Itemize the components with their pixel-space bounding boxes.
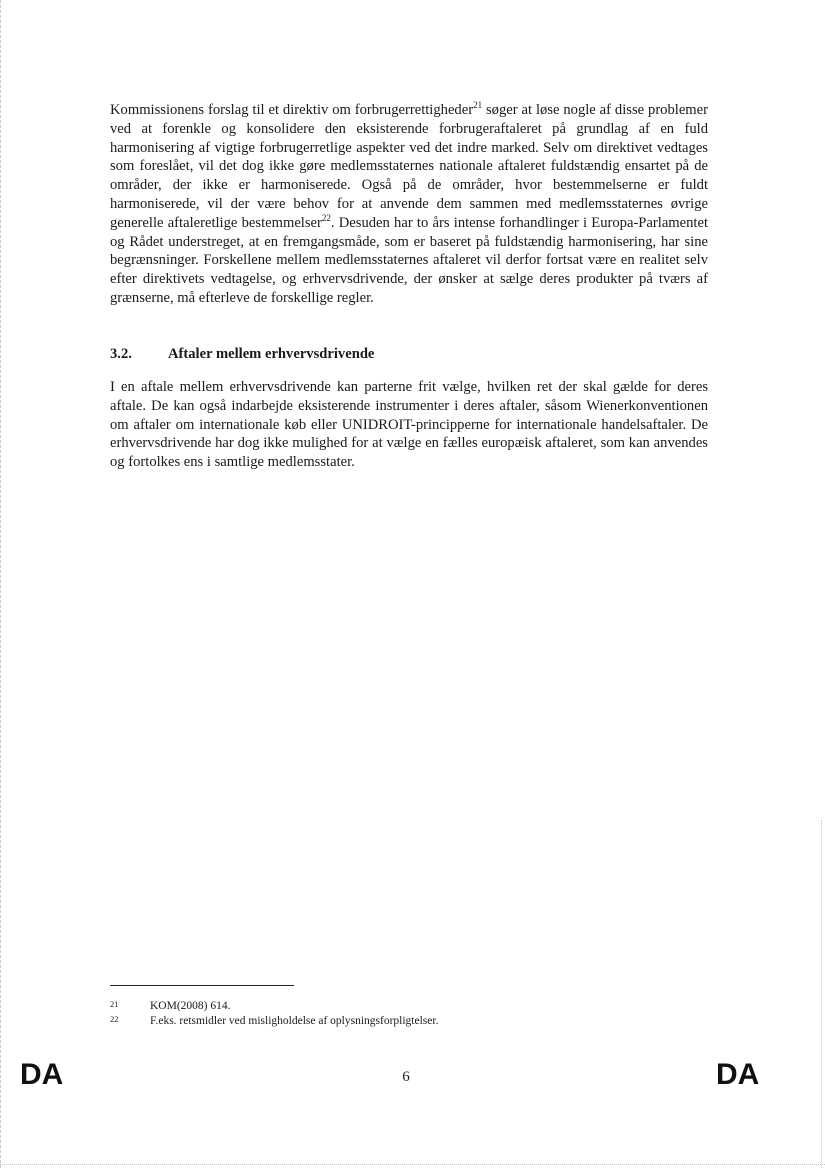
section-heading <box>110 346 374 363</box>
footnote-separator <box>110 985 294 986</box>
section-title: Aftaler mellem erhvervsdrivende <box>168 346 375 362</box>
scan-bottom-edge <box>0 1164 825 1166</box>
section-number: 3.2. <box>110 346 132 362</box>
paragraph-1-text-c: . Desuden har to års intense forhandlinger i Europa-Parlamentet og Rådet understreget, at en fremgangsmåde, som er baseret på fuldstændig harmonisering, har sine begrænsninger. Forskellene mellem medlemsstaternes aftaleret vil derfor fortsat være en realitet selv efter direktivets vedtagelse, og erhvervsdrivende, der ønsker at sælge deres produkter på tværs af grænserne, må efterleve de forskellige regler. <box>110 214 709 306</box>
paragraph-1-text-b: søger at løse nogle af disse problemer ved at forenkle og konsolidere den eksisterende forbrugeraftaleret på grundlag af en fuld harmonisering af vigtige forbrugerretlige aspekter ved det indre marked. Selv om direktivet vedtages som foreslået, vil det dog ikke gøre medlemsstaternes nationale aftaleret fuldstændig ensartet på de områder, der ikke er harmoniserede. Også på de områder, hvor bestemmelserne er fuldt harmoniserede, vil der være behov for at anvende dem sammen med medlemsstaternes øvrige generelle aftaleretlige bestemmelser <box>110 102 708 231</box>
footnote-22 <box>110 1014 710 1028</box>
paragraph-1-text-a: Kommissionens forslag til et direktiv om forbrugerrettigheder <box>110 102 474 118</box>
footnote-ref-22[interactable]: 22 <box>321 212 331 223</box>
footnote-number: 21 <box>110 999 119 1009</box>
scan-right-edge <box>821 820 823 1168</box>
footnote-number: 22 <box>110 1014 119 1024</box>
footnote-ref-21[interactable]: 21 <box>473 100 483 111</box>
scan-left-edge <box>0 0 2 1168</box>
body-paragraph-1 <box>110 101 708 308</box>
language-code-right: DA <box>716 1058 760 1091</box>
footnote-text: F.eks. retsmidler ved misligholdelse af oplysningsforpligtelser. <box>150 1015 439 1027</box>
body-paragraph-2: I en aftale mellem erhvervsdrivende kan parterne frit vælge, hvilken ret der skal gælde for deres aftale. De kan også indarbejde eksisterende instrumenter i deres aftaler, såsom Wienerkonventionen om aftaler om internationale køb eller UNIDROIT-principperne for internationale handelsaftaler. De erhvervsdrivende har dog ikke mulighed for at vælge en fælles europæisk aftaleret, som kan anvendes og fortolkes ens i samtlige medlemsstater. <box>110 379 708 471</box>
footnote-text: KOM(2008) 614. <box>150 1000 231 1012</box>
footnote-21 <box>110 999 710 1013</box>
page-number: 6 <box>402 1069 410 1085</box>
language-code-left: DA <box>20 1058 64 1091</box>
